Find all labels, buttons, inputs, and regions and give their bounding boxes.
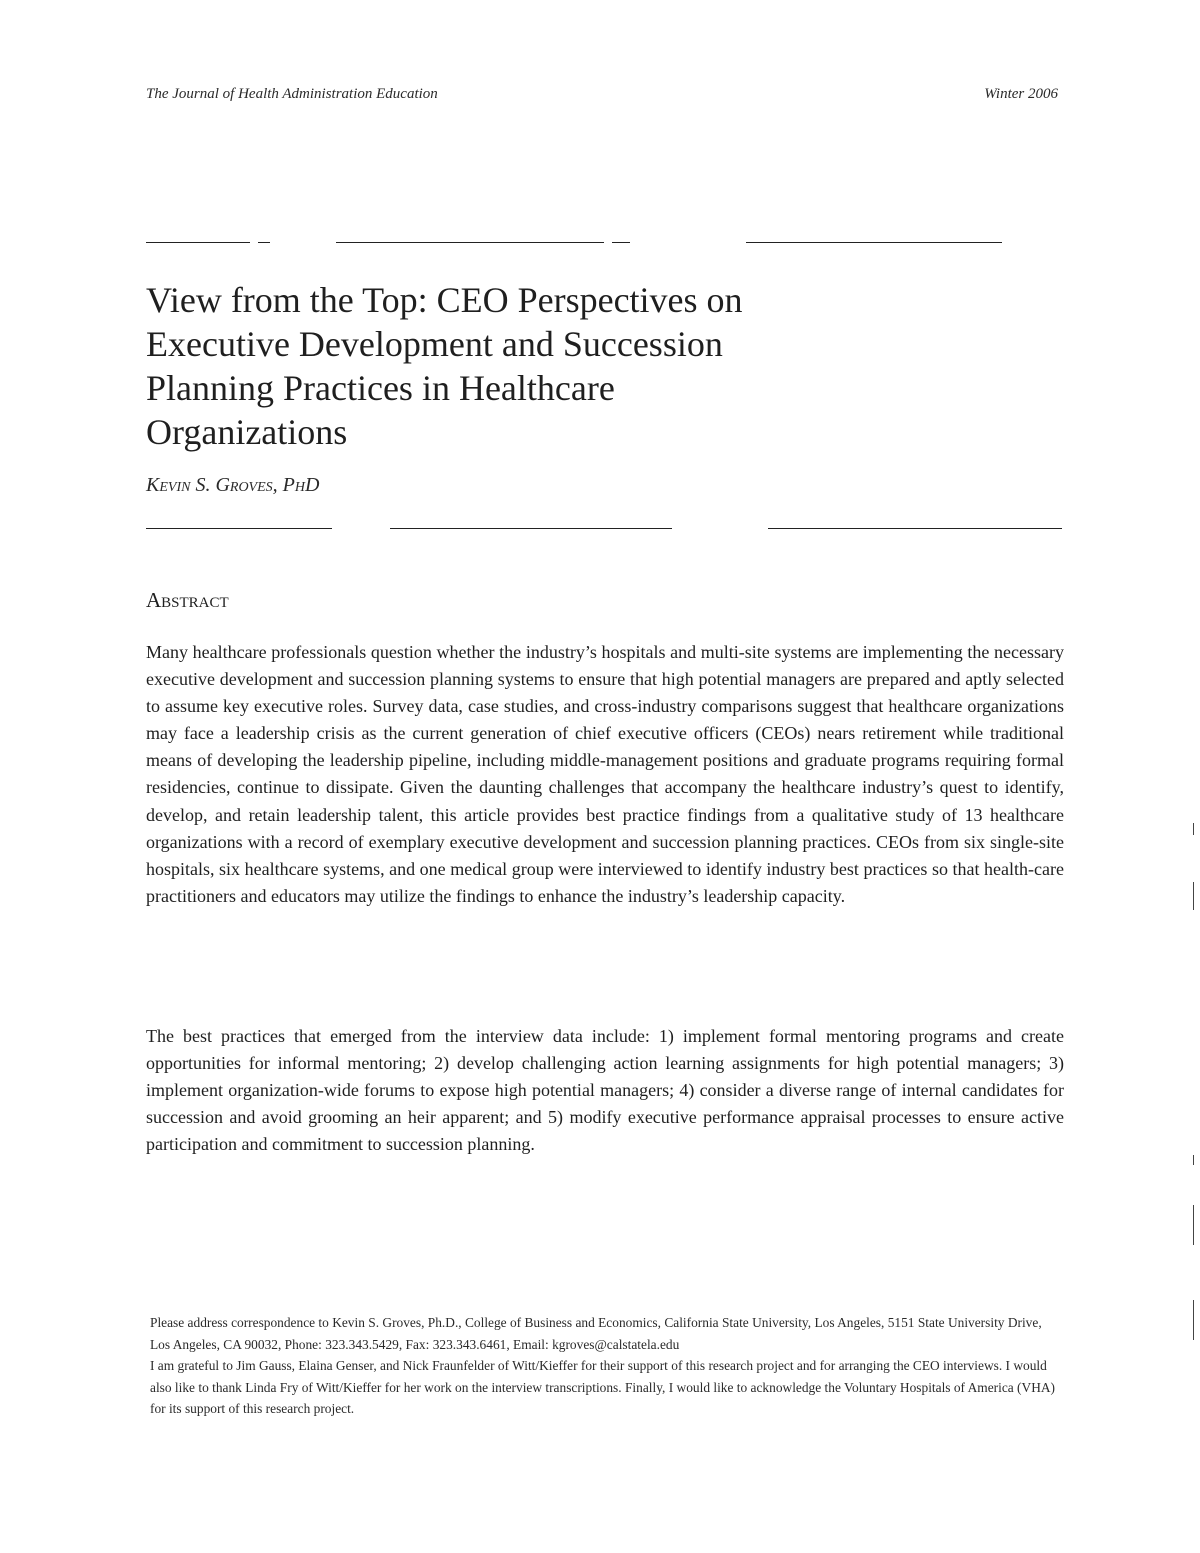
scan-edge-mark [1193,1155,1194,1165]
footnote-acknowledgment: I am grateful to Jim Gauss, Elaina Genser, and Nick Fraunfelder of Witt/Kieffer for their support of this research project and for arranging the CEO interviews. I would also like to thank Linda Fry of Witt/Kieffer for her work on the interview transcriptions. Finally, I would like to acknowledge the Voluntary Hospitals of America (VHA) for its support of this research project. [150,1358,1055,1417]
scan-edge-mark [1193,1300,1194,1340]
footnote [150,1312,1062,1420]
bottom-divider [146,528,1062,529]
top-divider [146,242,1062,243]
footnote-correspondence: Please address correspondence to Kevin S. Groves, Ph.D., College of Business and Economics, California State University, Los Angeles, 5151 State University Drive, Los Angeles, CA 90032, Phone: 323.343.5429, Fax: 323.343.6461, Email: kgroves@calstatela.edu [150,1315,1042,1352]
abstract-heading: Abstract [146,588,229,612]
abstract-paragraph-1: Many healthcare professionals question whether the industry’s hospitals and multi-site systems are implementing the necessary executive development and succession planning systems to ensure that high potential managers are prepared and aptly selected to assume key executive roles. Survey data, case studies, and cross-industry comparisons suggest that healthcare organizations may face a leadership crisis as the current generation of chief executive officers (CEOs) nears retirement while traditional means of developing the leadership pipeline, including middle-management positions and graduate programs requiring formal residencies, continue to dissipate. Given the daunting challenges that accompany the healthcare industry’s quest to identify, develop, and retain leadership talent, this article provides best practice findings from a qualitative study of 13 healthcare organizations with a record of exemplary executive development and succession planning practices. CEOs from six single-site hospitals, six healthcare systems, and one medical group were interviewed to identify industry best practices so that health-care practitioners and educators may utilize the findings to enhance the industry’s leadership capacity. [146,642,1064,906]
running-head-journal: The Journal of Health Administration Education [146,86,438,102]
article-title: View from the Top: CEO Perspectives on Executive Development and Succession Planning Practices in Healthcare Organizations [146,280,743,452]
author-byline: Kevin S. Groves, PhD [146,474,320,496]
scan-edge-mark [1193,823,1194,835]
scan-edge-mark [1193,882,1194,910]
abstract-paragraph-2: The best practices that emerged from the interview data include: 1) implement formal mentoring programs and create opportunities for informal mentoring; 2) develop challenging action learning assignments for high potential managers; 3) implement organization-wide forums to expose high potential managers; 4) consider a diverse range of internal candidates for succession and avoid grooming an heir apparent; and 5) modify executive performance appraisal processes to ensure active participation and commitment to succession planning. [146,1026,1064,1155]
running-head-issue: Winter 2006 [984,86,1058,102]
scan-edge-mark [1193,1205,1194,1245]
